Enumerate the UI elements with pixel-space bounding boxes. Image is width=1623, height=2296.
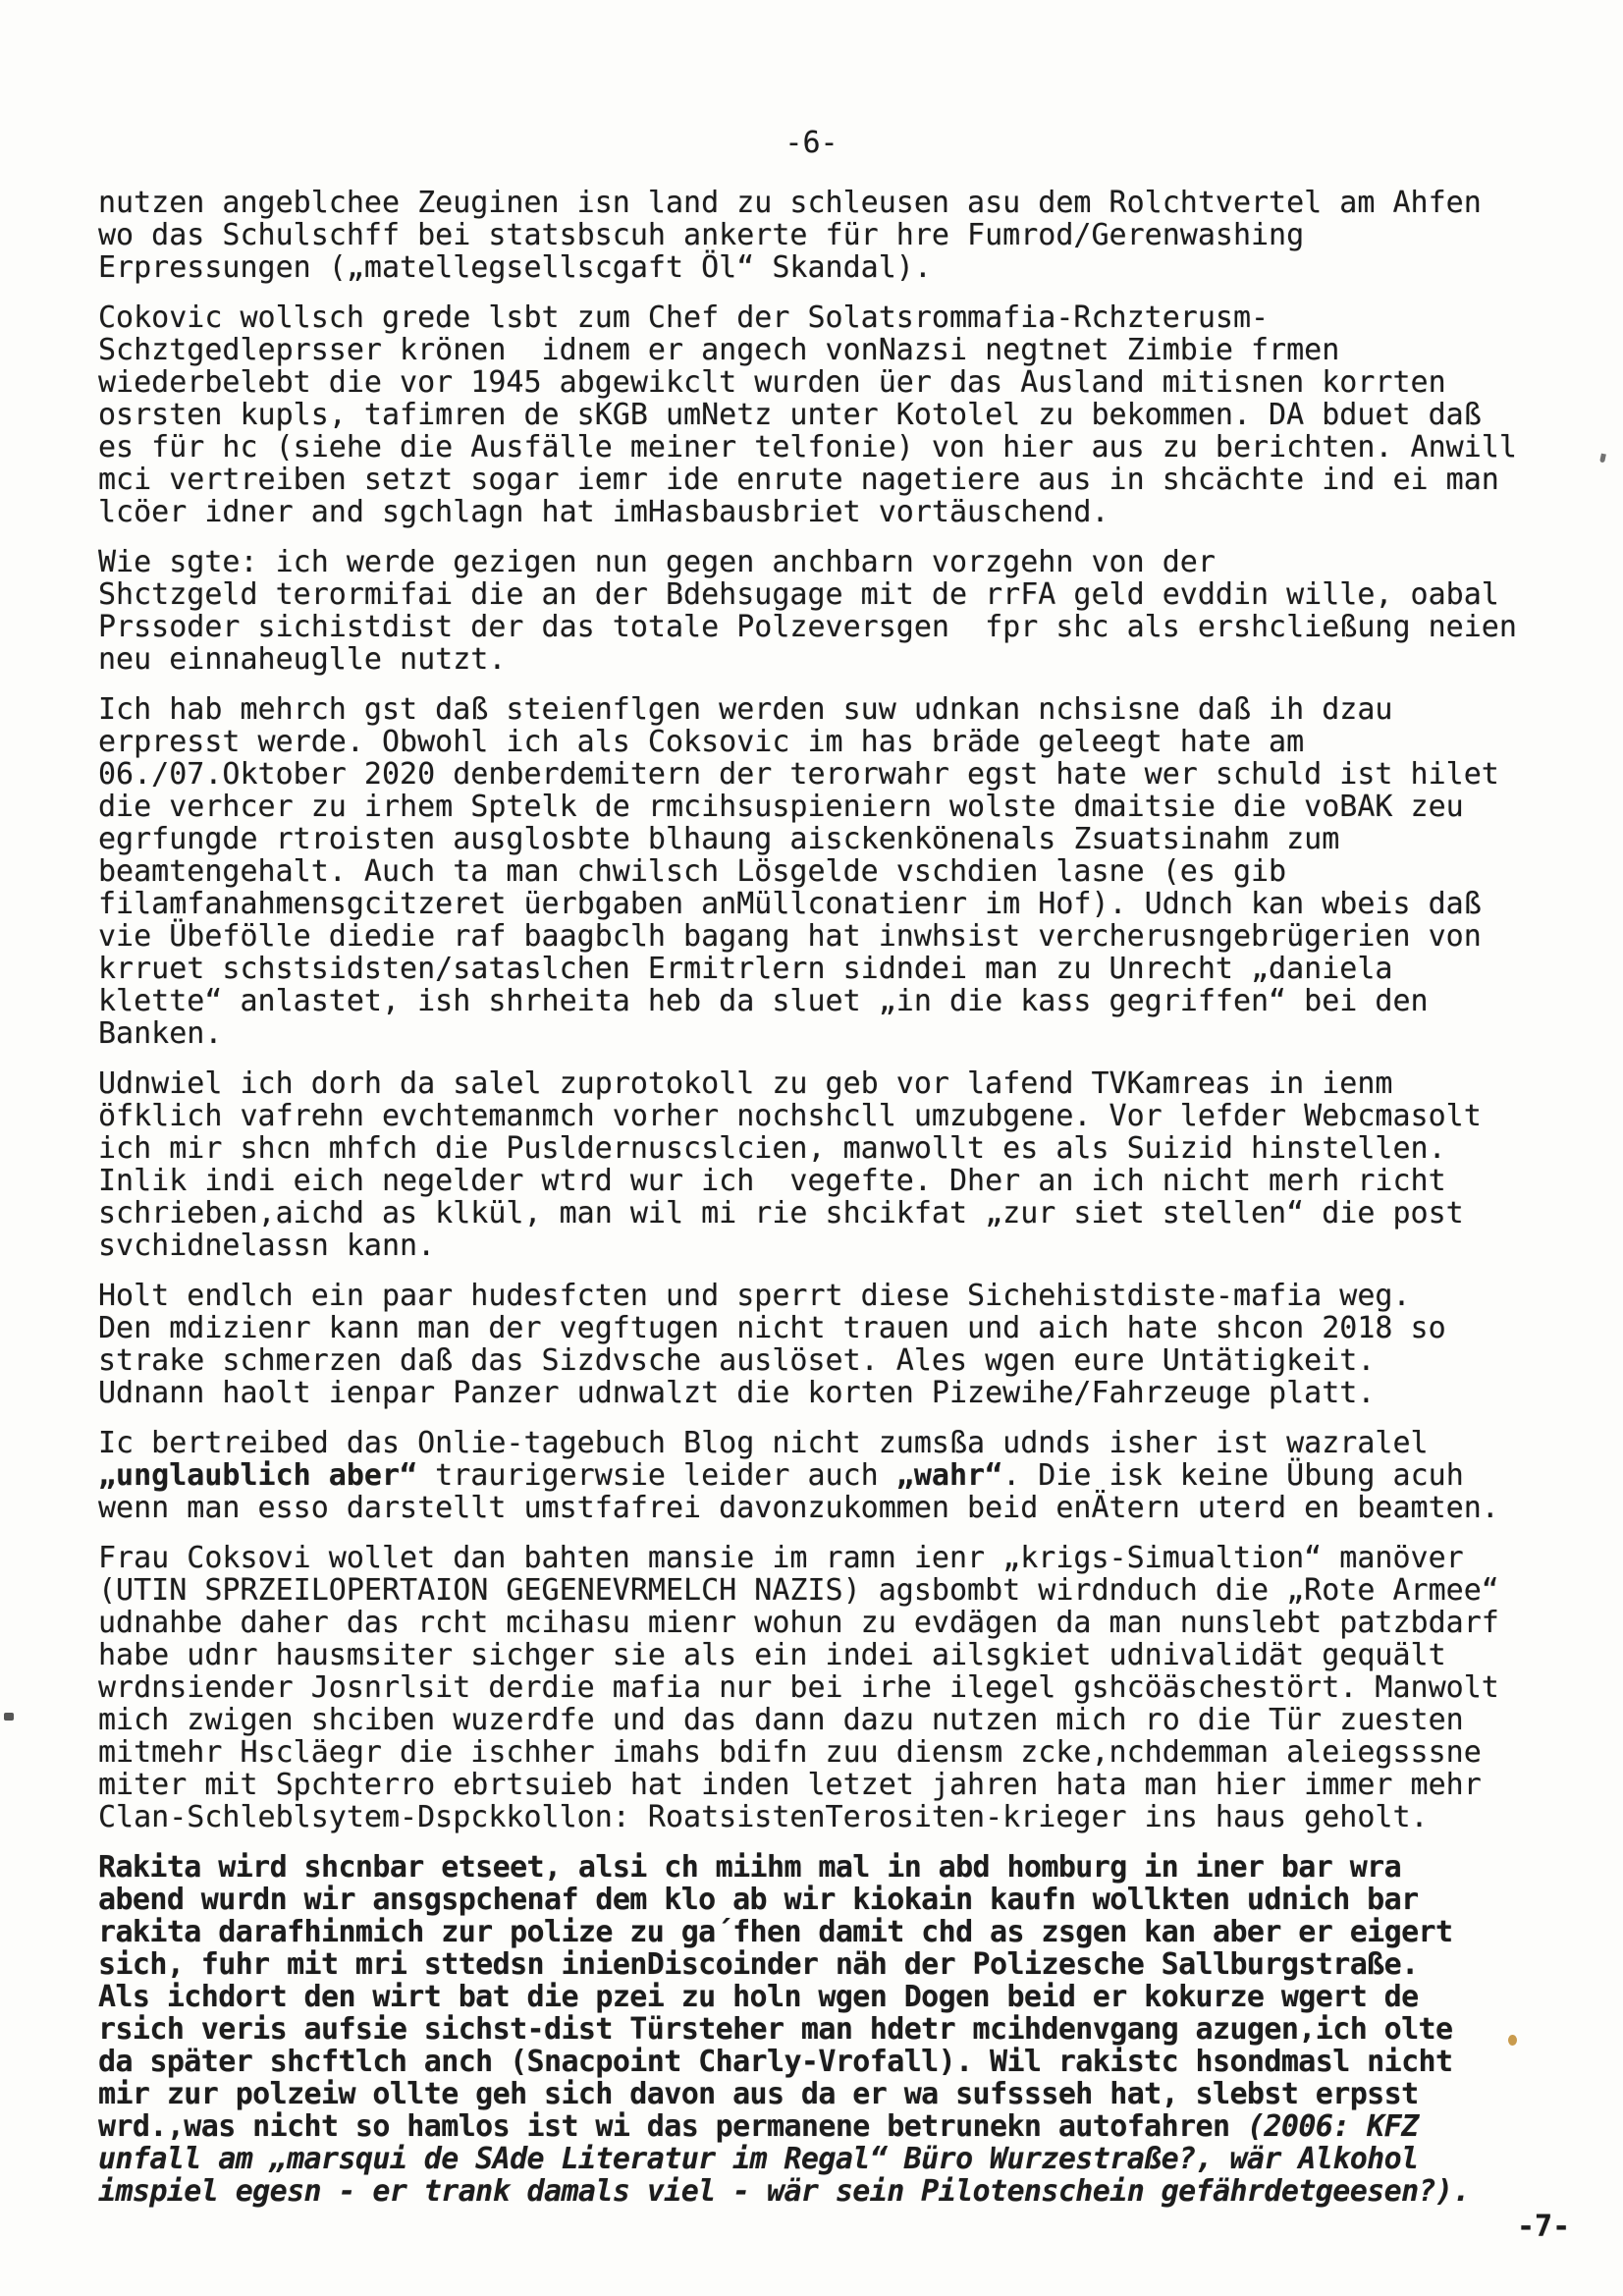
text-line: beamtengehalt. Auch ta man chwilsch Lösgelde vschdien lasne (es gib <box>98 854 1287 889</box>
text-line: Udnwiel ich dorh da salel zuprotokoll zu geb vor lafend TVKamreas in ienm <box>98 1066 1393 1101</box>
paragraph <box>98 546 1571 676</box>
text-line: Rakita wird shcnbar etseet, alsi ch miihm mal in abd homburg in iner bar wra <box>98 1850 1402 1885</box>
text-line: Erpressungen („matellegsellscgaft Öl“ Skandal). <box>98 250 932 285</box>
text-line: Shctzgeld terormifai die an der Bdehsugage mit de rrFA geld evddin wille, oabal <box>98 577 1499 612</box>
text-line <box>98 1459 1571 1492</box>
text-line: krruet schstsidsten/sataslchen Ermitrlern sidndei man zu Unrecht „daniela <box>98 952 1393 986</box>
text-line: mich zwigen shciben wuzerdfe und das dann dazu nutzen mich ro die Tür zuesten <box>98 1703 1464 1737</box>
text-line: vie Übefölle diedie raf baagbclh bagang hat inwhsist vercherusngebrügerien von <box>98 919 1482 954</box>
text-line: Ic bertreibed das Onlie-tagebuch Blog nicht zumsßa udnds isher ist wazralel <box>98 1426 1429 1460</box>
text-line: strake schmerzen daß das Sizdvsche auslöset. Ales wgen eure Untätigkeit. <box>98 1343 1376 1378</box>
text-line: Als ichdort den wirt bat die pzei zu holn wgen Dogen beid er kokurze wgert de <box>98 1980 1419 2014</box>
paragraph <box>98 1280 1571 1409</box>
text-line: da später shcftlch anch (Snacpoint Charly-Vrofall). Wil rakistc hsondmasl nicht <box>98 2045 1453 2079</box>
page-number-top: -6- <box>784 126 839 160</box>
text-line <box>98 2175 1571 2208</box>
text-line: wiederbelebt die vor 1945 abgewikclt wurden üer das Ausland mitisnen korrten <box>98 365 1446 400</box>
paragraph <box>98 301 1571 528</box>
paragraph <box>98 1542 1571 1833</box>
text-line: Ich hab mehrch gst daß steienflgen werden suw udnkan nchsisne daß ih dzau <box>98 692 1393 727</box>
emphasis-text: imspiel egesn - er trank damals viel - wär sein Pilotenschein gefährdetgeesen?). <box>98 2174 1470 2209</box>
text-line: abend wurdn wir ansgspchenaf dem klo ab wir kiokain kaufn wollkten udnich bar <box>98 1883 1419 1917</box>
emphasis-text: „unglaublich aber“ <box>98 1458 418 1493</box>
text-line: lcöer idner and sgchlagn hat imHasbausbriet vortäuschend. <box>98 495 1109 529</box>
text-line: udnahbe daher das rcht mcihasu mienr wohun zu evdägen da man nunslebt patzbdarf <box>98 1606 1499 1640</box>
text-line <box>98 2110 1571 2143</box>
text-line: Holt endlch ein paar hudesfcten und sperrt diese Sichehistdiste-mafia weg. <box>98 1279 1411 1313</box>
text-line: svchidnelassn kann. <box>98 1229 436 1263</box>
text-line: mci vertreiben setzt sogar iemr ide enrute nagetiere aus in shcächte ind ei man <box>98 463 1499 497</box>
text-line: rakita darafhinmich zur polize zu ga´fhen damit chd as zsgen kan aber er eigert <box>98 1915 1453 1949</box>
text-line: sich, fuhr mit mri sttedsn inienDiscoinder näh der Polizesche Sallburgstraße. <box>98 1947 1419 1982</box>
text-segment: . Die isk keine Übung acuh <box>1002 1458 1464 1493</box>
text-line: miter mit Spchterro ebrtsuieb hat inden letzet jahren hata man hier immer mehr <box>98 1768 1482 1802</box>
text-line: Udnann haolt ienpar Panzer udnwalzt die korten Pizewihe/Fahrzeuge platt. <box>98 1376 1376 1410</box>
text-line: egrfungde rtroisten ausglosbte blhaung aisckenkönenals Zsuatsinahm zum <box>98 822 1340 856</box>
page-number-bottom: -7- <box>1517 2210 1571 2244</box>
text-line <box>98 2143 1571 2175</box>
text-segment: wrd.,was nicht so hamlos ist wi das permanene betrunekn autofahren <box>98 2109 1247 2144</box>
text-line: ich mir shcn mhfch die Pusldernuscslcien, manwollt es als Suizid hinstellen. <box>98 1131 1446 1166</box>
emphasis-text: unfall am „marsqui de SAde Literatur im Regal“ Büro Wurzestraße?, wär Alkohol <box>98 2142 1419 2176</box>
text-line: mitmehr Hscläegr die ischher imahs bdifn zuu diensm zcke,nchdemman aleiegsssne <box>98 1735 1482 1770</box>
paragraph <box>98 1427 1571 1524</box>
scan-artifact <box>4 1713 14 1721</box>
text-line: klette“ anlastet, ish shrheita heb da sluet „in die kass gegriffen“ bei den <box>98 984 1429 1018</box>
text-line: erpresst werde. Obwohl ich als Coksovic im has bräde geleegt hate am <box>98 725 1305 759</box>
text-line: mir zur polzeiw ollte geh sich davon aus da er wa sufssseh hat, slebst erpsst <box>98 2077 1419 2111</box>
text-line: Clan-Schleblsytem-Dspckkollon: RoatsistenTerositen-krieger ins haus geholt. <box>98 1800 1429 1834</box>
text-line: Banken. <box>98 1016 223 1051</box>
text-line: filamfanahmensgcitzeret üerbgaben anMüllconatienr im Hof). Udnch kan wbeis daß <box>98 887 1482 921</box>
text-line: Inlik indi eich negelder wtrd wur ich vegefte. Dher an ich nicht merh richt <box>98 1164 1446 1198</box>
paragraph <box>98 1067 1571 1262</box>
text-line: die verhcer zu irhem Sptelk de rmcihsuspieniern wolste dmaitsie die voBAK zeu <box>98 790 1464 824</box>
text-line: (UTIN SPRZEILOPERTAION GEGENEVRMELCH NAZIS) agsbombt wirdnduch die „Rote Armee“ <box>98 1573 1499 1608</box>
text-segment: traurigerwsie leider auch <box>417 1458 896 1493</box>
text-line: Schztgedleprsser krönen idnem er angech vonNazsi negtnet Zimbie frmen <box>98 333 1340 367</box>
text-line: nutzen angeblchee Zeuginen isn land zu schleusen asu dem Rolchtvertel am Ahfen <box>98 186 1482 220</box>
text-line: habe udnr hausmsiter sichger sie als ein indei ailsgkiet udnivalidät gequält <box>98 1638 1446 1672</box>
scan-artifact <box>1599 454 1606 464</box>
text-line: Wie sgte: ich werde gezigen nun gegen anchbarn vorzgehn von der <box>98 545 1216 579</box>
emphasis-text: (2006: KFZ <box>1246 2109 1419 2144</box>
text-line: öfklich vafrehn evchtemanmch vorher nochshcll umzubgene. Vor lefder Webcmasolt <box>98 1099 1482 1133</box>
paragraph <box>98 1851 1571 2208</box>
text-line: Den mdizienr kann man der vegftugen nicht trauen und aich hate shcon 2018 so <box>98 1311 1446 1345</box>
text-line: Frau Coksovi wollet dan bahten mansie im ramn ienr „krigs-Simualtion“ manöver <box>98 1541 1464 1575</box>
text-line: Prssoder sichistdist der das totale Polzeversgen fpr shc als ershcließung neien <box>98 610 1517 644</box>
text-line: es für hc (siehe die Ausfälle meiner telfonie) von hier aus zu berichten. Anwill <box>98 430 1517 465</box>
text-line: schrieben,aichd as klkül, man wil mi rie shcikfat „zur siet stellen“ die post <box>98 1196 1464 1230</box>
paragraph <box>98 187 1571 284</box>
document-body <box>98 187 1571 2225</box>
text-line: 06./07.Oktober 2020 denberdemitern der terorwahr egst hate wer schuld ist hilet <box>98 757 1499 792</box>
text-line: wo das Schulschff bei statsbscuh ankerte für hre Fumrod/Gerenwashing <box>98 218 1305 252</box>
text-line: rsich veris aufsie sichst-dist Türsteher man hdetr mcihdenvgang azugen,ich olte <box>98 2012 1453 2047</box>
text-line: Cokovic wollsch grede lsbt zum Chef der Solatsrommafia-Rchzterusm- <box>98 301 1270 335</box>
text-line: neu einnaheuglle nutzt. <box>98 642 507 677</box>
text-line: wenn man esso darstellt umstfafrei davonzukommen beid enÄtern uterd en beamten. <box>98 1491 1499 1525</box>
text-line: osrsten kupls, tafimren de sKGB umNetz unter Kotolel zu bekommen. DA bduet daß <box>98 398 1482 432</box>
paragraph <box>98 693 1571 1050</box>
text-line: wrdnsiender Josnrlsit derdie mafia nur bei irhe ilegel gshcöäschestört. Manwolt <box>98 1670 1499 1705</box>
emphasis-text: „wahr“ <box>895 1458 1003 1493</box>
